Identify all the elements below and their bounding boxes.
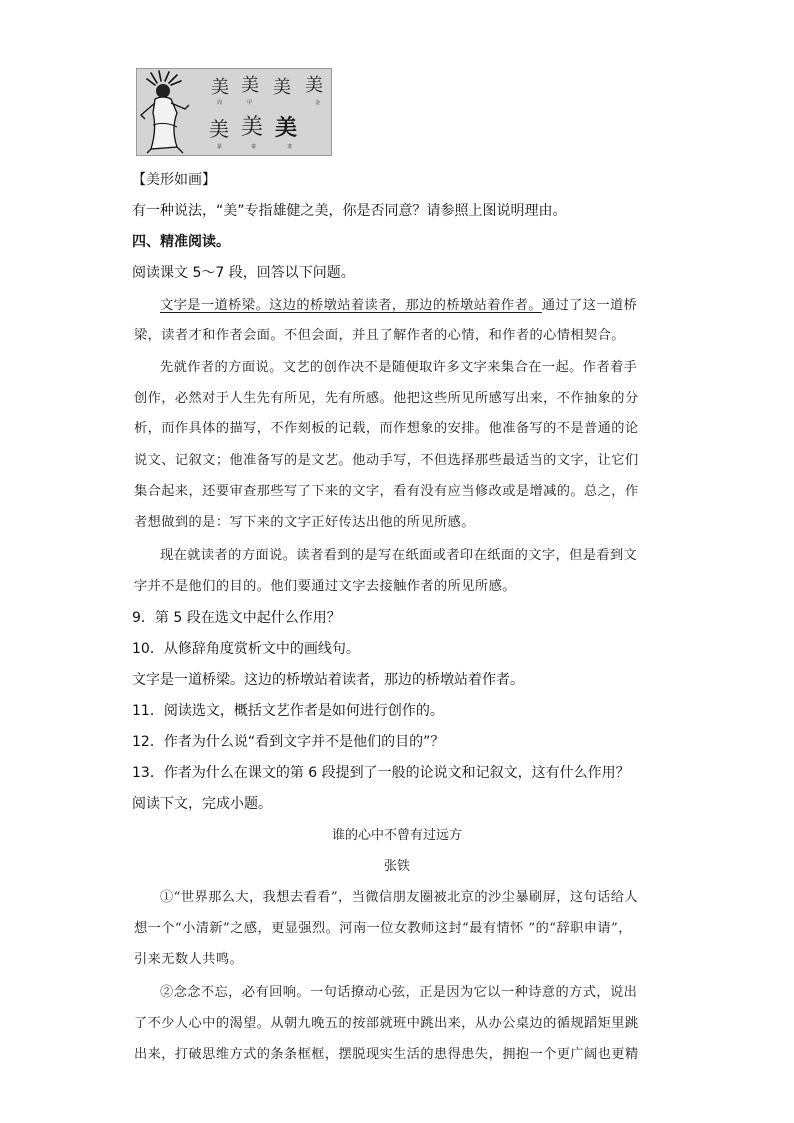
question-12: 12．作者为什么说“看到文字并不是他们的目的”？ (132, 734, 445, 750)
passage2-author: 张铁 (383, 859, 410, 874)
passage2-para2-line: 出来，打破思维方式的条条框框，摆脱现实生活的患得患失，拥抱一个更广阔也更精 (134, 1047, 639, 1062)
passage2-title: 谁的心中不曾有过远方 (331, 828, 462, 843)
glyph-jia: 美 (241, 75, 259, 96)
glyph-caption: 篆 (217, 144, 223, 150)
passage1-para3-line: 现在就读者的方面说。读者看到的是写在纸面或者印在纸面的文字，但是看到文 (160, 548, 638, 563)
glyph-zhuan: 美 (209, 117, 229, 141)
passage1-para2-line: 者想做到的是：写下来的文字正好传达出他的所见所感。 (134, 515, 475, 530)
glyph-zhou: 美 (211, 77, 229, 98)
passage1-para2-line: 集合起来，还要审查那些写了下来的文字，看有没有应当修改或是增减的。总之，作 (134, 484, 639, 499)
glyph-jin: 美 (305, 75, 323, 96)
question-11: 11．阅读选文，概括文艺作者是如何进行创作的。 (132, 703, 444, 719)
glyph-li: 美 (275, 115, 298, 141)
reading-instruction-2: 阅读下文，完成小题。 (132, 796, 272, 812)
dancer-illustration-icon (137, 69, 199, 155)
passage1-para2-line: 先就作者的方面说。文艺的创作决不是随便取许多文字来集合在一起。作者着手 (160, 360, 638, 375)
passage1-para2-line: 创作，必然对于人生先有所见，先有所感。他把这些所见所感写出来，不作抽象的分 (134, 391, 639, 406)
question-mei: 有一种说法，“美”专指雄健之美，你是否同意？请参照上图说明理由。 (132, 203, 567, 219)
question-9: 9．第 5 段在选文中起什么作用？ (132, 610, 341, 626)
passage1-para1-line1: 文字是一道桥梁。这边的桥墩站着读者，那边的桥墩站着作者。通过了这一道桥 (160, 298, 638, 313)
passage1-para2-line: 析，而作具体的描写，不作刻板的记载，而作想象的安排。他准备写的不是普通的论 (134, 421, 639, 436)
glyph-caption: 秦 (251, 144, 257, 150)
question-10: 10．从修辞角度赏析文中的画线句。 (132, 641, 360, 657)
section-label: 【美形如画】 (132, 172, 216, 188)
question-13: 13．作者为什么在课文的第 6 段提到了一般的论说文和记叙文，这有什么作用？ (132, 765, 630, 781)
glyph-qin: 美 (241, 115, 264, 140)
passage2-para2-line: ②念念不忘，必有回响。一句话撩动心弦，正是因为它以一种诗意的方式，说出 (160, 985, 638, 1000)
passage2-para2-line: 了不少人心中的渴望。从朝九晚五的按部就班中跳出来，从办公桌边的循规蹈矩里跳 (134, 1016, 639, 1031)
passage1-para2-line: 说文、记叙文；他准备写的是文艺。他动手写，不但选择那些最适当的文字，让它们 (134, 453, 639, 468)
passage2-para1-line: ①“世界那么大，我想去看看”，当微信朋友圈被北京的沙尘暴刷屏，这句话给人 (160, 890, 639, 905)
glyph-caption: 周 (217, 100, 223, 106)
passage2-para1-line: 引来无数人共鸣。 (134, 952, 244, 967)
glyph-caption: 甲 (247, 100, 253, 106)
passage1-para1-line2: 梁，读者才和作者会面。不但会面，并且了解作者的心情，和作者的心情相契合。 (134, 328, 625, 343)
underlined-sentence: 文字是一道桥梁。这边的桥墩站着读者，那边的桥墩站着作者。 (160, 298, 542, 313)
question-10-quote: 文字是一道桥梁。这边的桥墩站着读者，那边的桥墩站着作者。 (132, 672, 524, 688)
reading-instruction: 阅读课文 5～7 段，回答以下问题。 (132, 265, 355, 281)
glyph-variant: 美 (273, 77, 291, 98)
passage1-para3-line: 字并不是他们的目的。他们要通过文字去接触作者的所见所感。 (134, 579, 516, 594)
mei-character-figure (136, 68, 332, 156)
glyph-caption: 隶 (287, 144, 293, 150)
glyph-caption: 金 (315, 100, 321, 106)
section-heading: 四、精准阅读。 (132, 234, 230, 250)
passage2-para1-line: 想一个“小清新”之感，更显强烈。河南一位女教师这封“最有情怀 ”的“辞职申请”， (134, 921, 632, 936)
